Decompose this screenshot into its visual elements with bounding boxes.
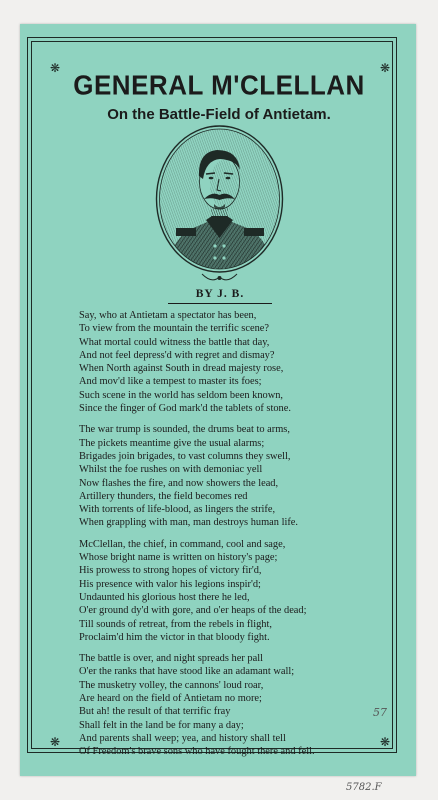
- verse-line: O'er the ranks that have stood like an adamant wall;: [79, 666, 295, 678]
- verse-line: The battle is over, and night spreads her pall: [79, 653, 263, 665]
- verse-line: The musketry volley, the cannons' loud roar,: [79, 679, 264, 691]
- verse-line: Shall felt in the land be for many a day;: [79, 719, 244, 731]
- stanza: [79, 538, 384, 644]
- verse-line: Till sounds of retreat, from the rebels in flight,: [79, 618, 272, 630]
- verse-line: But ah! the result of that terrific fray: [79, 706, 231, 718]
- verse-line: Are heard on the field of Antietam no more;: [79, 693, 262, 705]
- stanza: [79, 652, 384, 758]
- corner-ornament-icon: ❋: [49, 735, 61, 749]
- verse-line: Of Freedom's brave sons who have fought there and fell.: [79, 746, 315, 758]
- corner-ornament-icon: ❋: [49, 61, 61, 75]
- verse-line: Undaunted his glorious host there he led,: [79, 591, 250, 603]
- catalog-annotation: 5782.F: [346, 782, 382, 793]
- verse-line: When North against South in dread majesty rose,: [79, 363, 284, 375]
- margin-annotation: 57: [373, 706, 387, 719]
- page-subtitle: On the Battle-Field of Antietam.: [107, 106, 331, 123]
- verse-line: And mov'd like a tempest to master its foes;: [79, 376, 262, 388]
- verse-line: What mortal could witness the battle that day,: [79, 336, 270, 348]
- verse-line: O'er ground dy'd with gore, and o'er heaps of the dead;: [79, 605, 307, 617]
- verse-line: To view from the mountain the terrific scene?: [79, 323, 269, 335]
- verse-line: Proclaim'd him the victor in that bloody fight.: [79, 631, 270, 643]
- verse-line: When grappling with man, man destroys human life.: [79, 517, 299, 529]
- divider: [168, 303, 272, 304]
- corner-ornament-icon: ❋: [379, 735, 391, 749]
- verse-line: Such scene in the world has seldom been known,: [79, 389, 284, 401]
- stanza: [79, 423, 384, 529]
- verse-line: Artillery thunders, the field becomes red: [79, 490, 248, 502]
- poem-body: [79, 309, 384, 767]
- verse-line: The pickets meantime give the usual alarms;: [79, 437, 265, 449]
- verse-line: And parents shall weep; yea, and history shall tell: [79, 732, 286, 744]
- verse-line: The war trump is sounded, the drums beat to arms,: [79, 424, 290, 436]
- verse-line: McClellan, the chief, in command, cool and sage,: [79, 538, 286, 550]
- verse-line: Since the finger of God mark'd the tablets of stone.: [79, 403, 291, 415]
- verse-line: And not feel depress'd with regret and dismay?: [79, 349, 275, 361]
- corner-ornament-icon: ❋: [379, 61, 391, 75]
- author-byline: BY J. B.: [195, 288, 245, 300]
- verse-line: Whilst the foe rushes on with demoniac yell: [79, 464, 263, 476]
- verse-line: Whose bright name is written on history's page;: [79, 552, 278, 564]
- page-title: GENERAL M'CLELLAN: [73, 69, 365, 101]
- verse-line: Say, who at Antietam a spectator has been,: [79, 310, 257, 321]
- verse-line: Brigades join brigades, to vast columns they swell,: [79, 450, 291, 462]
- stanza: [79, 309, 384, 415]
- verse-line: With torrents of life-blood, as lingers the strife,: [79, 504, 276, 516]
- verse-line: His presence with valor his legions inspir'd;: [79, 578, 261, 590]
- verse-line: Now flashes the fire, and now showers the lead,: [79, 477, 279, 489]
- verse-line: His prowess to strong hopes of victory fir'd,: [79, 565, 262, 577]
- portrait-engraving: [154, 124, 285, 286]
